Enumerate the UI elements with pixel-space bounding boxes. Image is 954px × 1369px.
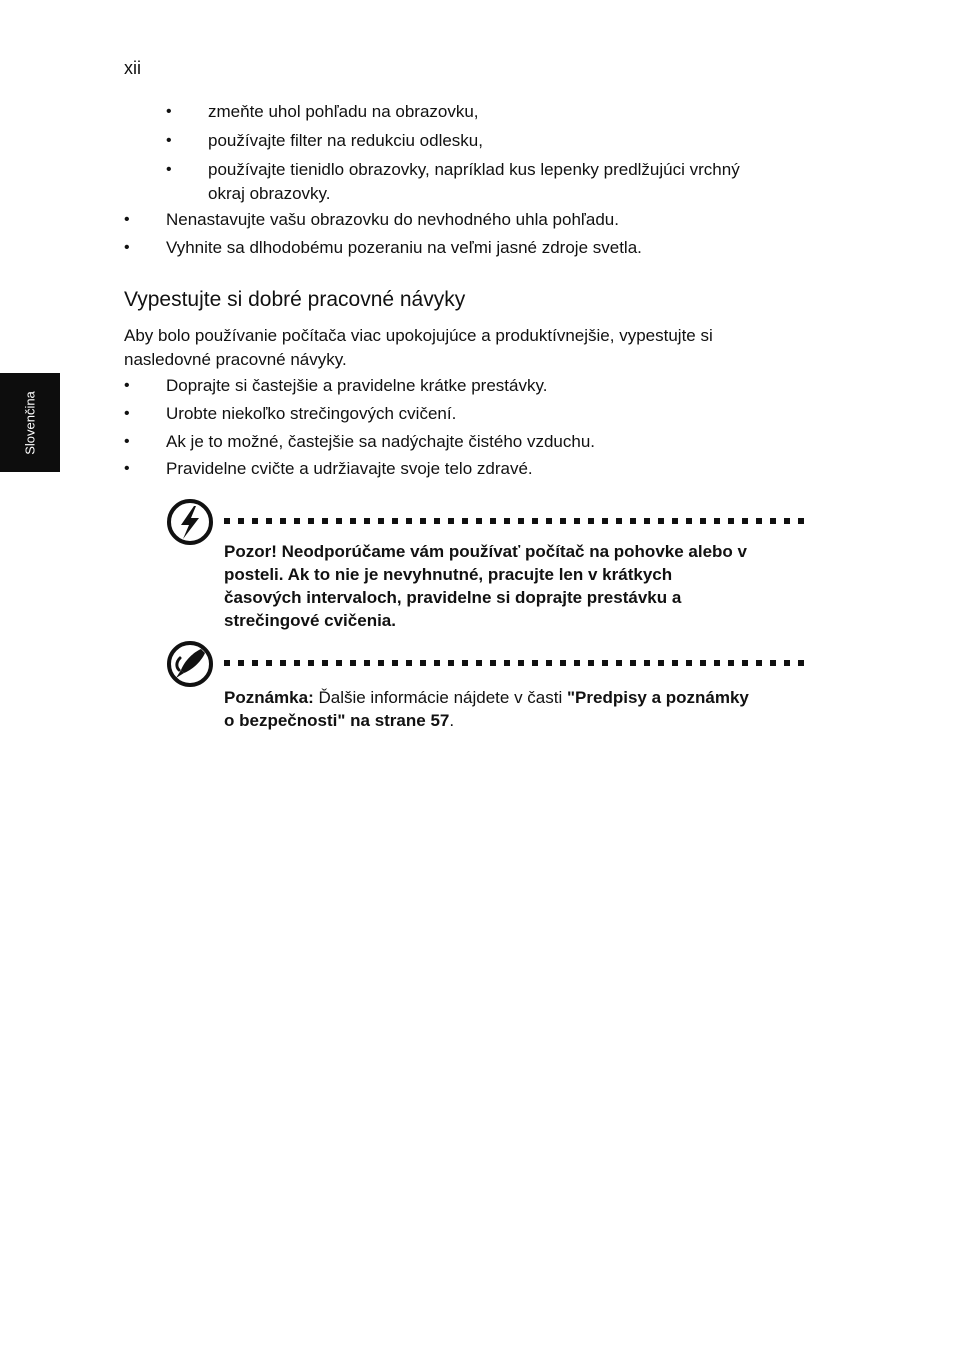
warning-line: Pozor! Neodporúčame vám používať počítač na pohovke alebo v <box>224 542 747 561</box>
note-text <box>224 686 814 732</box>
bullet-marker: • <box>166 132 172 149</box>
note-end: . <box>449 711 455 730</box>
bullet-marker: • <box>166 103 172 120</box>
list-item-text: používajte filter na redukciu odlesku, <box>208 131 483 150</box>
section-heading: Vypestujte si dobré pracovné návyky <box>124 288 466 311</box>
warning-lightning-icon <box>166 498 214 546</box>
bullet-marker: • <box>124 460 130 477</box>
intro-line: nasledovné pracovné návyky. <box>124 350 347 369</box>
list-item-text: Vyhnite sa dlhodobému pozeraniu na veľmi jasné zdroje svetla. <box>166 238 642 257</box>
list-item-text-continued: okraj obrazovky. <box>208 184 331 203</box>
section-intro <box>124 324 814 372</box>
page-number: xii <box>124 58 141 78</box>
bullet-marker: • <box>124 433 130 450</box>
note-label: Poznámka: <box>224 688 314 707</box>
note-line <box>224 686 814 709</box>
note-pen-icon <box>166 640 214 688</box>
list-item-text: Urobte niekoľko strečingových cvičení. <box>166 404 457 423</box>
bullet-marker: • <box>124 211 130 228</box>
warning-line: strečingové cvičenia. <box>224 611 396 630</box>
note-reference-continued: o bezpečnosti" na strane 57 <box>224 711 450 730</box>
language-side-tab-label: Slovenčina <box>22 391 38 455</box>
note-reference: "Predpisy a poznámky <box>566 688 749 707</box>
bullet-marker: • <box>124 405 130 422</box>
warning-divider <box>224 518 810 524</box>
note-body: Ďalšie informácie nájdete v časti <box>313 688 567 707</box>
note-line <box>224 709 814 732</box>
bullet-marker: • <box>124 239 130 256</box>
language-side-tab <box>0 373 60 472</box>
warning-line: posteli. Ak to nie je nevyhnutné, pracujte len v krátkych <box>224 565 673 584</box>
intro-line: Aby bolo používanie počítača viac upokojujúce a produktívnejšie, vypestujte si <box>124 326 713 345</box>
warning-line: časových intervaloch, pravidelne si doprajte prestávku a <box>224 588 682 607</box>
bullet-marker: • <box>124 377 130 394</box>
note-divider <box>224 660 810 666</box>
list-item-text: používajte tienidlo obrazovky, napríklad kus lepenky predlžujúci vrchný <box>208 160 740 179</box>
warning-text <box>224 540 814 632</box>
list-item-text: Doprajte si častejšie a pravidelne krátke prestávky. <box>166 376 548 395</box>
list-item-text: Pravidelne cvičte a udržiavajte svoje telo zdravé. <box>166 459 533 478</box>
list-item-text: Ak je to možné, častejšie sa nadýchajte čistého vzduchu. <box>166 432 596 451</box>
bullet-marker: • <box>166 161 172 178</box>
list-item-text: zmeňte uhol pohľadu na obrazovku, <box>208 102 479 121</box>
list-item-text: Nenastavujte vašu obrazovku do nevhodného uhla pohľadu. <box>166 210 619 229</box>
